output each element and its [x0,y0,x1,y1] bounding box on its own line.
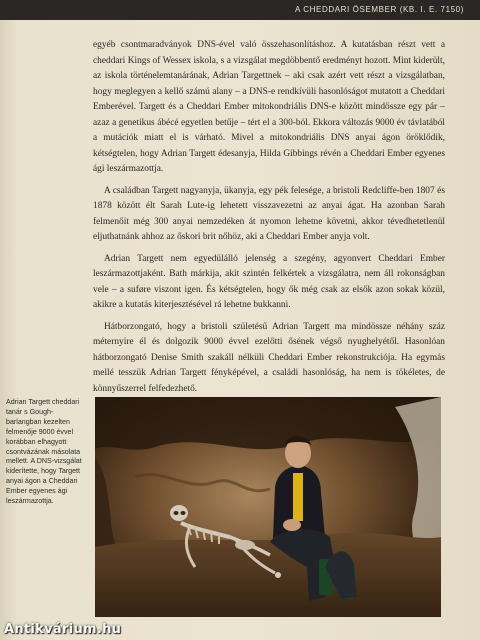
paragraph-2: A családban Targett nagyanyja, ükanyja, egy pék felesége, a bristoli Redcliffe-ben 1807 és 1878 között élt Sarah Lute-ig lehetett visszavezetni az anyai ágat. Ha azonban Sarah felmenőit még 300 anyai nemzedéken át nyomon lehetne követni, akkor tévedhetetlenül eljuthatnánk ahhoz az őskori brit nőhöz, aki a Cheddari Ember anyja volt. [93,185,445,242]
paragraph-3: Adrian Targett nem egyedülálló jelenség a szegény, agyonvert Cheddari Ember leszármazottjaként. Bath márkija, akit szintén felkértek a vizsgálatra, nem áll rokonságban vele – a suføre viszont igen. És kétségtelen, hogy ők még csak az elsők azon sokak közül, akikre a kutatás kiterjesztésével rá lehetne bukkanni. [93,253,445,310]
body-text [93,38,445,403]
figure-caption: Adrian Targett cheddari tanár s Gough-barlangban kezelten felmenője 9000 évvel korábban elhagyott csontvázának másolata mellett. A DNS-vizsgálat kiderítette, hogy Targett anyai ágon a Cheddari Ember egyenes ági leszármazottja. [6,398,82,506]
paragraph-1: egyéb csontmaradványok DNS-ével való összehasonlításhoz. A kutatásban részt vett a cheddari Kings of Wessex iskola, s a vizsgálat megdöbbentő eredményt hozott. Mint kiderült, az iskola történelemtanárának, Adrian Targettnek – aki csak azért vett részt a vizsgálatban, hogy meglegyen a kellő számú alany – a DNS-e rendkívüli hasonlóságot mutatott a Cheddari Emberével. Targett és a Cheddari Ember mitokondriális DNS-e között mindössze egy pár – azaz a genetikus ábécé egyetlen betűje – tért el a 300-ból. Ekkora változás 9000 év távlatából a mutációk miatt el is várható. Mivel a mitokondriális DNS anyai ágon öröklődik, kétségtelen, hogy Adrian Targett édesanyja, Hilda Gibbings révén a Cheddari Ember egyenes ági leszármazottja. [93,40,445,174]
watermark: Antikvárium.hu [4,622,122,637]
running-head-band [0,0,480,20]
cave-photo [95,397,441,617]
paragraph-4: Hátborzongató, hogy a bristoli születésű Adrian Targett ma mindössze néhány száz méternyire él és dolgozik 9000 évvel ezelőtti ősének végső nyughelyétől. Hasonlóan hátborzongató Denise Smith szakáll nélküli Cheddari Ember rekonstrukciója. Ha egymás mellé tesszük Adrian Targett fényképével, a családi hasonlóság, ha nem is tökéletes, de könnyűszerrel felfedezhető. [93,321,445,394]
photo-vignette [95,397,441,617]
cave-photo-illustration [95,397,441,617]
running-head: A CHEDDARI ÖSEMBER (KB. I. E. 7150) [294,5,464,14]
